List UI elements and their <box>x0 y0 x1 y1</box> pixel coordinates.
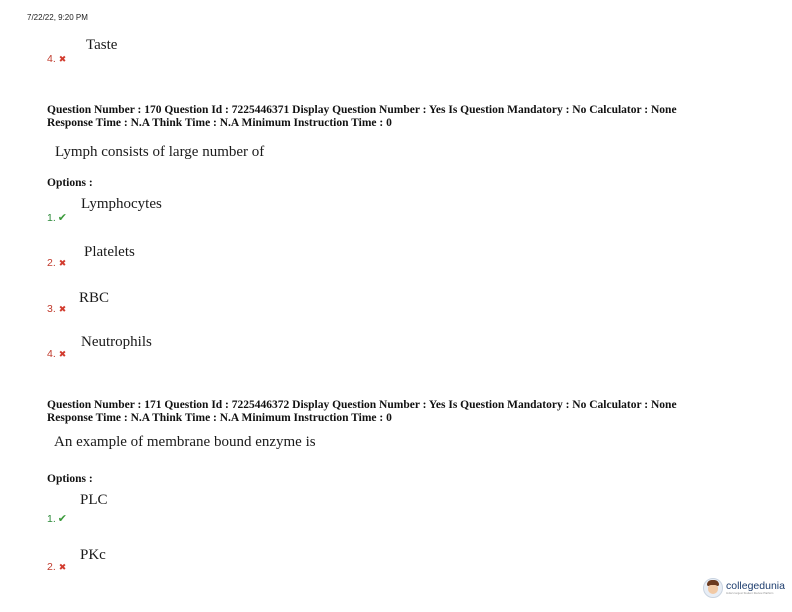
question-meta-line2: Response Time : N.A Think Time : N.A Minimum Instruction Time : 0 <box>47 412 392 424</box>
question-meta-line2: Response Time : N.A Think Time : N.A Minimum Instruction Time : 0 <box>47 117 392 129</box>
check-icon: ✔ <box>57 513 67 525</box>
option-text: PKc <box>80 547 106 563</box>
question-text: Lymph consists of large number of <box>55 144 265 160</box>
question-meta <box>47 104 677 130</box>
option-text: Taste <box>86 37 118 53</box>
logo-tagline: India's largest Student Review Platform <box>726 591 774 595</box>
option-text: Lymphocytes <box>81 196 162 212</box>
option-text: PLC <box>80 492 108 508</box>
question-text: An example of membrane bound enzyme is <box>54 434 316 450</box>
cross-icon: ✖ <box>58 349 67 359</box>
question-meta-line1: Question Number : 170 Question Id : 7225446371 Display Question Number : Yes Is Question Mandatory : No Calculator : None <box>47 104 677 116</box>
logo-name: collegedunia <box>726 579 785 592</box>
print-timestamp: 7/22/22, 9:20 PM <box>27 13 88 22</box>
cross-icon: ✖ <box>58 304 67 314</box>
option-number: 4. ✖ <box>47 53 67 65</box>
check-icon: ✔ <box>57 212 67 224</box>
mascot-icon <box>703 578 723 598</box>
question-meta <box>47 399 677 425</box>
cross-icon: ✖ <box>58 54 67 64</box>
option-text: Neutrophils <box>81 334 152 350</box>
option-number: 1. ✔ <box>47 513 67 525</box>
option-text: RBC <box>79 290 110 306</box>
cross-icon: ✖ <box>58 258 67 268</box>
option-number: 1. ✔ <box>47 212 67 224</box>
options-label: Options : <box>47 473 93 485</box>
question-meta-line1: Question Number : 171 Question Id : 7225446372 Display Question Number : Yes Is Question Mandatory : No Calculator : None <box>47 399 677 411</box>
option-text: Platelets <box>84 244 135 260</box>
options-label: Options : <box>47 177 93 189</box>
collegedunia-logo <box>703 578 785 598</box>
option-number: 3. ✖ <box>47 303 67 315</box>
option-number: 4. ✖ <box>47 348 67 360</box>
cross-icon: ✖ <box>58 562 67 572</box>
option-number: 2. ✖ <box>47 561 67 573</box>
option-number: 2. ✖ <box>47 257 67 269</box>
